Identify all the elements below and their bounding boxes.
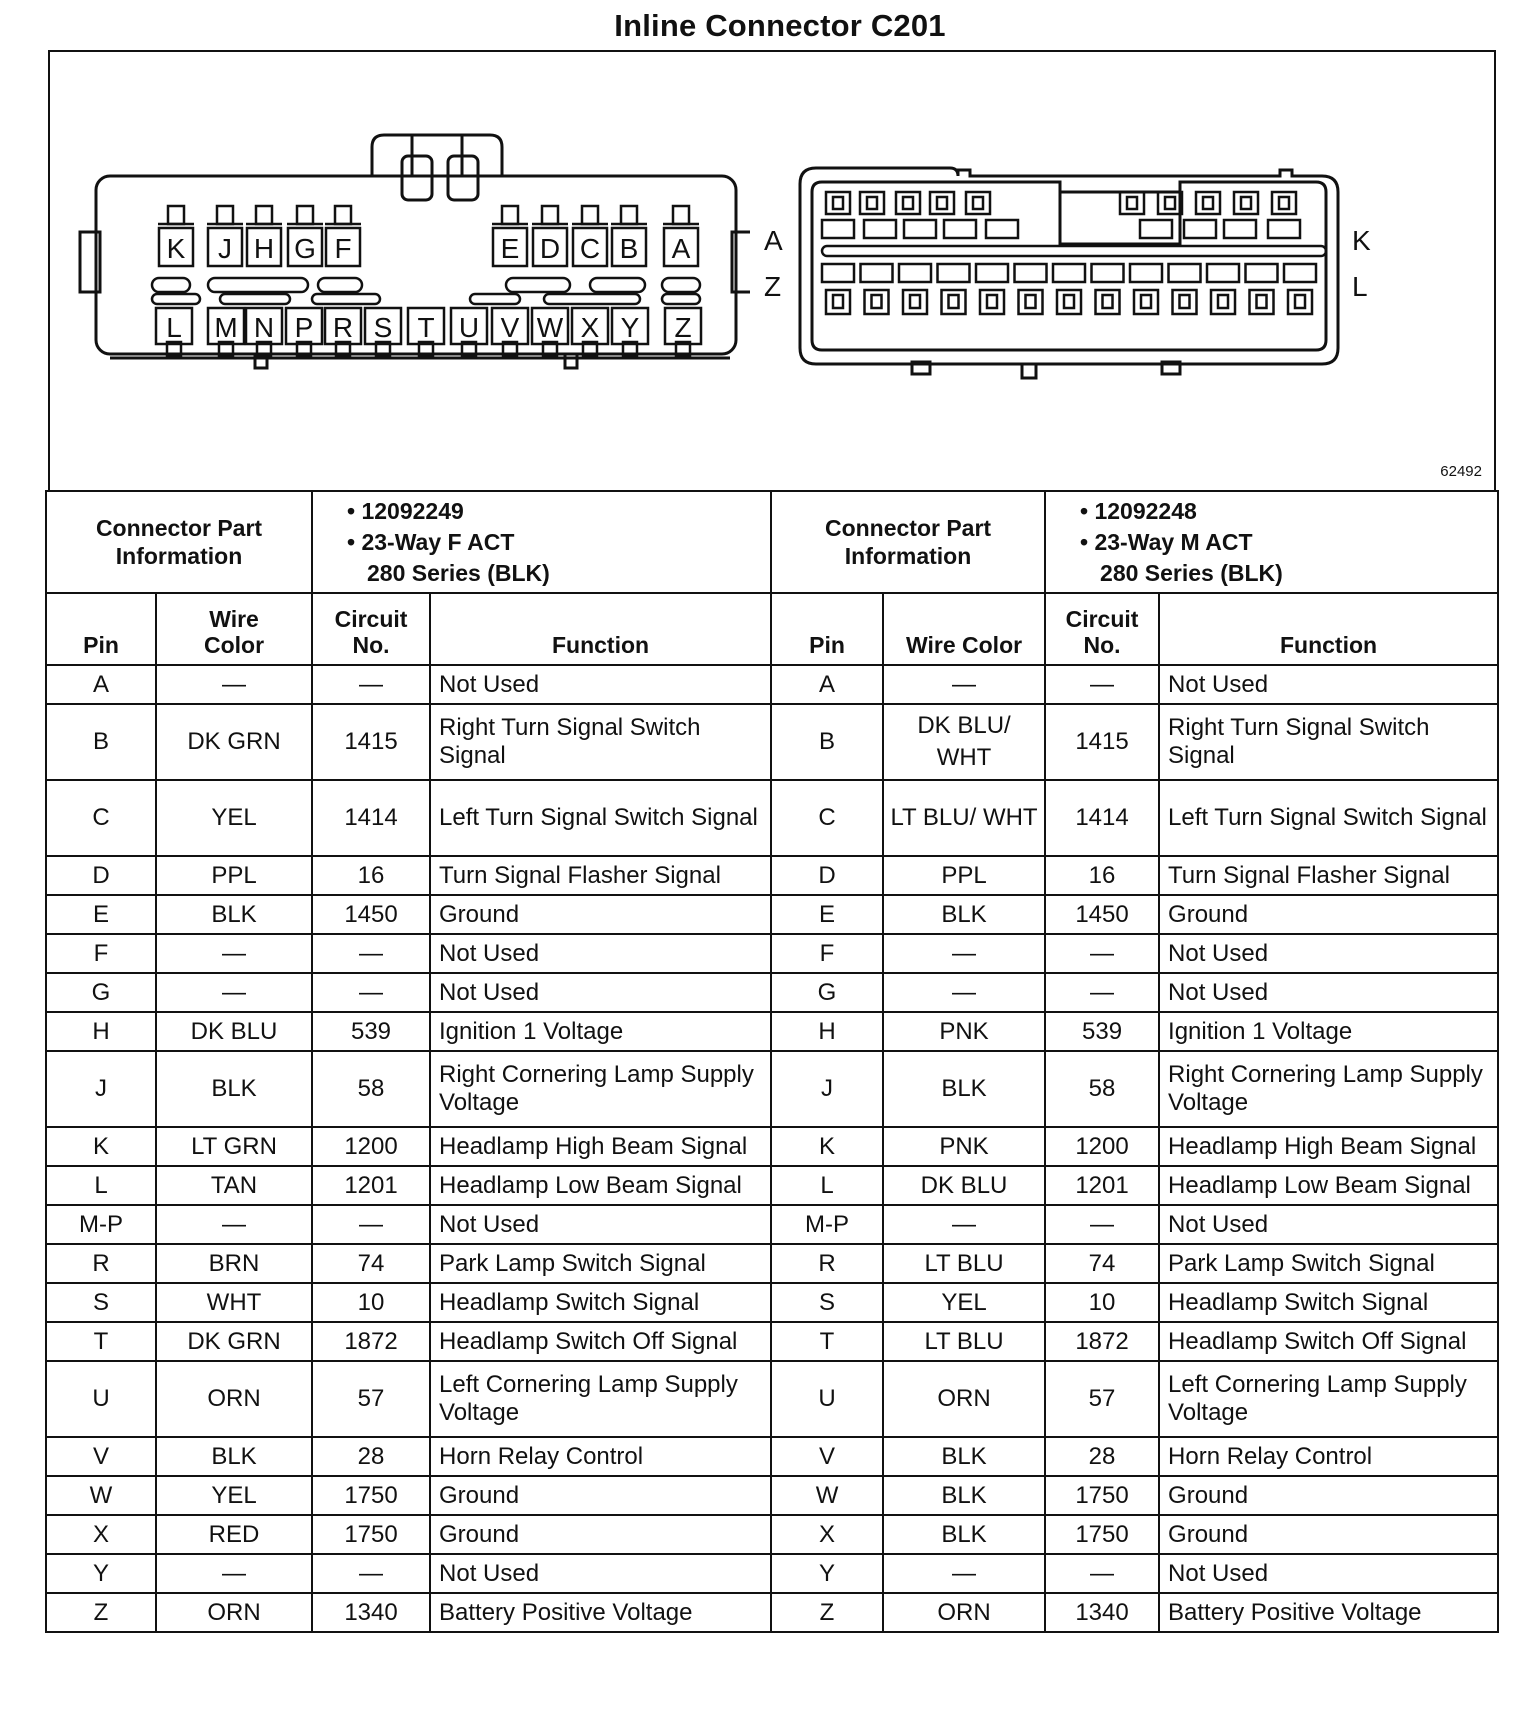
header-function-f: Function bbox=[430, 593, 771, 665]
female-circuit-number-cell: 1340 bbox=[312, 1593, 430, 1632]
page-title: Inline Connector C201 bbox=[614, 8, 946, 43]
male-pin-cavity bbox=[1096, 290, 1120, 314]
female-circuit-number-cell: 1450 bbox=[312, 895, 430, 934]
male-circuit-number-cell: 16 bbox=[1045, 856, 1159, 895]
male-wire-color-cell: BLK bbox=[883, 1051, 1045, 1127]
male-pin-cell: W bbox=[771, 1476, 883, 1515]
table-row bbox=[46, 1593, 1498, 1632]
male-pin-cavity bbox=[1120, 192, 1144, 214]
female-function-cell: Ground bbox=[430, 1476, 771, 1515]
female-circuit-number-cell: 1750 bbox=[312, 1515, 430, 1554]
female-function-cell: Turn Signal Flasher Signal bbox=[430, 856, 771, 895]
male-function-cell: Not Used bbox=[1159, 665, 1498, 704]
male-circuit-number-cell: 57 bbox=[1045, 1361, 1159, 1437]
male-pin-cavity bbox=[1250, 290, 1274, 314]
female-function-cell: Not Used bbox=[430, 973, 771, 1012]
female-pin-cell: M-P bbox=[46, 1205, 156, 1244]
male-left-label-bottom: Z bbox=[764, 271, 782, 302]
table-row bbox=[46, 934, 1498, 973]
male-pin-cell: G bbox=[771, 973, 883, 1012]
female-pin-label: P bbox=[294, 312, 314, 343]
female-circuit-number-cell: 1200 bbox=[312, 1127, 430, 1166]
male-wire-color-cell: — bbox=[883, 973, 1045, 1012]
male-function-cell: Right Turn Signal Switch Signal bbox=[1159, 704, 1498, 780]
female-function-cell: Headlamp Low Beam Signal bbox=[430, 1166, 771, 1205]
figure-id: 62492 bbox=[1440, 463, 1482, 480]
female-function-cell: Left Turn Signal Switch Signal bbox=[430, 780, 771, 856]
male-function-cell: Battery Positive Voltage bbox=[1159, 1593, 1498, 1632]
male-pin-cavity bbox=[942, 290, 966, 314]
female-function-cell: Battery Positive Voltage bbox=[430, 1593, 771, 1632]
female-pin-label: R bbox=[332, 312, 354, 343]
female-wire-color-cell: DK BLU bbox=[156, 1012, 312, 1051]
female-pin-cell: U bbox=[46, 1361, 156, 1437]
male-pin-cell: Y bbox=[771, 1554, 883, 1593]
male-pin-cell: A bbox=[771, 665, 883, 704]
female-circuit-number-cell: 539 bbox=[312, 1012, 430, 1051]
male-pin-cell: R bbox=[771, 1244, 883, 1283]
male-wire-color-cell: — bbox=[883, 934, 1045, 973]
female-wire-color-cell: PPL bbox=[156, 856, 312, 895]
male-pin-cavity bbox=[1288, 290, 1312, 314]
male-circuit-number-cell: — bbox=[1045, 973, 1159, 1012]
male-function-cell: Ground bbox=[1159, 895, 1498, 934]
male-right-label-bottom: L bbox=[1352, 271, 1368, 302]
female-circuit-number-cell: 1201 bbox=[312, 1166, 430, 1205]
male-circuit-number-cell: 1750 bbox=[1045, 1476, 1159, 1515]
female-wire-color-cell: RED bbox=[156, 1515, 312, 1554]
male-circuit-number-cell: — bbox=[1045, 1554, 1159, 1593]
female-circuit-number-cell: — bbox=[312, 1205, 430, 1244]
female-circuit-number-cell: 1414 bbox=[312, 780, 430, 856]
male-circuit-number-cell: 74 bbox=[1045, 1244, 1159, 1283]
female-circuit-number-cell: — bbox=[312, 934, 430, 973]
female-pin-label: S bbox=[373, 312, 393, 343]
part-info-m: • 12092248 • 23-Way M ACT 280 Series (BLK) bbox=[1045, 491, 1498, 593]
table-row bbox=[46, 1283, 1498, 1322]
female-wire-color-cell: TAN bbox=[156, 1166, 312, 1205]
male-circuit-number-cell: 1414 bbox=[1045, 780, 1159, 856]
female-function-cell: Horn Relay Control bbox=[430, 1437, 771, 1476]
male-pin-cell: J bbox=[771, 1051, 883, 1127]
male-pin-cavity bbox=[1057, 290, 1081, 314]
male-circuit-number-cell: — bbox=[1045, 934, 1159, 973]
male-function-cell: Not Used bbox=[1159, 934, 1498, 973]
female-pin-label: K bbox=[166, 233, 186, 264]
female-wire-color-cell: LT GRN bbox=[156, 1127, 312, 1166]
table-row bbox=[46, 1322, 1498, 1361]
female-circuit-number-cell: 28 bbox=[312, 1437, 430, 1476]
male-wire-color-cell: LT BLU bbox=[883, 1244, 1045, 1283]
table-row bbox=[46, 1205, 1498, 1244]
male-right-label-top: K bbox=[1352, 225, 1371, 256]
female-pin-cell: J bbox=[46, 1051, 156, 1127]
male-circuit-number-cell: 1872 bbox=[1045, 1322, 1159, 1361]
male-function-cell: Ground bbox=[1159, 1515, 1498, 1554]
female-pin-label: F bbox=[334, 233, 352, 264]
male-circuit-number-cell: 1340 bbox=[1045, 1593, 1159, 1632]
male-pin-cell: E bbox=[771, 895, 883, 934]
male-connector-face-view bbox=[760, 52, 1460, 382]
male-circuit-number-cell: 1200 bbox=[1045, 1127, 1159, 1166]
header-wire-color-m: Wire Color bbox=[883, 593, 1045, 665]
female-wire-color-cell: BLK bbox=[156, 1051, 312, 1127]
female-pin-cell: K bbox=[46, 1127, 156, 1166]
male-pin-cavity bbox=[826, 290, 850, 314]
female-wire-color-cell: BLK bbox=[156, 1437, 312, 1476]
female-pin-label: Y bbox=[620, 312, 640, 343]
male-circuit-number-cell: 1415 bbox=[1045, 704, 1159, 780]
female-wire-color-cell: BLK bbox=[156, 895, 312, 934]
female-wire-color-cell: WHT bbox=[156, 1283, 312, 1322]
male-pin-cavity bbox=[1173, 290, 1197, 314]
male-wire-color-cell: PNK bbox=[883, 1012, 1045, 1051]
pinout-table bbox=[45, 490, 1499, 1633]
female-wire-color-cell: YEL bbox=[156, 1476, 312, 1515]
female-pin-label: E bbox=[500, 233, 520, 264]
table-row bbox=[46, 665, 1498, 704]
female-pin-label: U bbox=[458, 312, 480, 343]
female-pin-cell: T bbox=[46, 1322, 156, 1361]
male-wire-color-cell: DK BLU bbox=[883, 1166, 1045, 1205]
female-function-cell: Ground bbox=[430, 1515, 771, 1554]
header-pin-f: Pin bbox=[46, 593, 156, 665]
table-row bbox=[46, 1437, 1498, 1476]
female-function-cell: Headlamp High Beam Signal bbox=[430, 1127, 771, 1166]
female-function-cell: Left Cornering Lamp Supply Voltage bbox=[430, 1361, 771, 1437]
part-info-label-m: Connector Part Information bbox=[771, 491, 1045, 593]
male-circuit-number-cell: — bbox=[1045, 665, 1159, 704]
female-pin-label: G bbox=[294, 233, 316, 264]
female-wire-color-cell: DK GRN bbox=[156, 1322, 312, 1361]
male-circuit-number-cell: 1201 bbox=[1045, 1166, 1159, 1205]
male-function-cell: Park Lamp Switch Signal bbox=[1159, 1244, 1498, 1283]
male-circuit-number-cell: 58 bbox=[1045, 1051, 1159, 1127]
male-pin-cavity bbox=[865, 290, 889, 314]
female-pin-cell: R bbox=[46, 1244, 156, 1283]
female-wire-color-cell: — bbox=[156, 934, 312, 973]
table-row bbox=[46, 1554, 1498, 1593]
female-pin-label: W bbox=[536, 312, 564, 343]
male-pin-cell: U bbox=[771, 1361, 883, 1437]
female-pin-label: X bbox=[580, 312, 600, 343]
male-pin-cell: D bbox=[771, 856, 883, 895]
female-pin-cell: L bbox=[46, 1166, 156, 1205]
female-pin-label: D bbox=[539, 233, 561, 264]
table-row bbox=[46, 1166, 1498, 1205]
male-function-cell: Not Used bbox=[1159, 1554, 1498, 1593]
male-pin-cavity bbox=[1019, 290, 1043, 314]
female-pin-label: H bbox=[253, 233, 275, 264]
male-pin-cavity bbox=[1211, 290, 1235, 314]
table-row bbox=[46, 780, 1498, 856]
female-wire-color-cell: — bbox=[156, 665, 312, 704]
female-circuit-number-cell: — bbox=[312, 665, 430, 704]
male-pin-cavity bbox=[903, 290, 927, 314]
female-pin-label: A bbox=[671, 233, 691, 264]
female-wire-color-cell: ORN bbox=[156, 1361, 312, 1437]
male-function-cell: Left Turn Signal Switch Signal bbox=[1159, 780, 1498, 856]
female-pin-label: V bbox=[500, 312, 520, 343]
female-pin-cell: E bbox=[46, 895, 156, 934]
female-pin-cell: A bbox=[46, 665, 156, 704]
male-wire-color-cell: PNK bbox=[883, 1127, 1045, 1166]
male-pin-cell: B bbox=[771, 704, 883, 780]
female-circuit-number-cell: 58 bbox=[312, 1051, 430, 1127]
male-function-cell: Headlamp Low Beam Signal bbox=[1159, 1166, 1498, 1205]
male-circuit-number-cell: 1450 bbox=[1045, 895, 1159, 934]
table-row bbox=[46, 973, 1498, 1012]
male-pin-cell: C bbox=[771, 780, 883, 856]
female-pin-label: Z bbox=[674, 312, 692, 343]
male-wire-color-cell: BLK bbox=[883, 895, 1045, 934]
female-wire-color-cell: — bbox=[156, 1205, 312, 1244]
male-wire-color-cell: ORN bbox=[883, 1361, 1045, 1437]
male-circuit-number-cell: 1750 bbox=[1045, 1515, 1159, 1554]
table-row bbox=[46, 1012, 1498, 1051]
male-wire-color-cell: BLK bbox=[883, 1476, 1045, 1515]
table-row bbox=[46, 704, 1498, 780]
male-wire-color-cell: LT BLU/ WHT bbox=[883, 780, 1045, 856]
female-function-cell: Park Lamp Switch Signal bbox=[430, 1244, 771, 1283]
male-circuit-number-cell: 10 bbox=[1045, 1283, 1159, 1322]
female-wire-color-cell: ORN bbox=[156, 1593, 312, 1632]
table-row bbox=[46, 1515, 1498, 1554]
male-pin-cavity bbox=[1234, 192, 1258, 214]
male-function-cell: Headlamp Switch Signal bbox=[1159, 1283, 1498, 1322]
female-pin-label: C bbox=[579, 233, 601, 264]
female-function-cell: Headlamp Switch Off Signal bbox=[430, 1322, 771, 1361]
female-pin-cell: D bbox=[46, 856, 156, 895]
female-function-cell: Not Used bbox=[430, 1205, 771, 1244]
male-pin-cell: M-P bbox=[771, 1205, 883, 1244]
male-wire-color-cell: — bbox=[883, 665, 1045, 704]
female-pin-cell: Z bbox=[46, 1593, 156, 1632]
male-function-cell: Ground bbox=[1159, 1476, 1498, 1515]
male-function-cell: Headlamp High Beam Signal bbox=[1159, 1127, 1498, 1166]
female-pin-cell: G bbox=[46, 973, 156, 1012]
female-connector-face-view bbox=[50, 52, 750, 382]
male-wire-color-cell: — bbox=[883, 1554, 1045, 1593]
header-pin-m: Pin bbox=[771, 593, 883, 665]
female-function-cell: Not Used bbox=[430, 1554, 771, 1593]
female-function-cell: Not Used bbox=[430, 665, 771, 704]
female-circuit-number-cell: 57 bbox=[312, 1361, 430, 1437]
male-wire-color-cell: YEL bbox=[883, 1283, 1045, 1322]
male-pin-cell: V bbox=[771, 1437, 883, 1476]
female-pin-cell: F bbox=[46, 934, 156, 973]
male-pin-cavity bbox=[980, 290, 1004, 314]
female-circuit-number-cell: 1872 bbox=[312, 1322, 430, 1361]
female-circuit-number-cell: — bbox=[312, 973, 430, 1012]
female-pin-label: B bbox=[619, 233, 639, 264]
male-wire-color-cell: ORN bbox=[883, 1593, 1045, 1632]
table-row bbox=[46, 1127, 1498, 1166]
male-circuit-number-cell: 539 bbox=[1045, 1012, 1159, 1051]
male-function-cell: Right Cornering Lamp Supply Voltage bbox=[1159, 1051, 1498, 1127]
female-pin-cell: H bbox=[46, 1012, 156, 1051]
male-function-cell: Turn Signal Flasher Signal bbox=[1159, 856, 1498, 895]
male-pin-cavity bbox=[860, 192, 884, 214]
female-pin-cell: B bbox=[46, 704, 156, 780]
female-wire-color-cell: — bbox=[156, 973, 312, 1012]
female-pin-label: N bbox=[253, 312, 275, 343]
male-pin-cavity bbox=[966, 192, 990, 214]
male-pin-cell: K bbox=[771, 1127, 883, 1166]
part-info-f: • 12092249 • 23-Way F ACT 280 Series (BLK) bbox=[312, 491, 771, 593]
male-function-cell: Headlamp Switch Off Signal bbox=[1159, 1322, 1498, 1361]
male-pin-cell: X bbox=[771, 1515, 883, 1554]
male-pin-cell: S bbox=[771, 1283, 883, 1322]
female-pin-cell: V bbox=[46, 1437, 156, 1476]
table-row bbox=[46, 1051, 1498, 1127]
connector-diagram-frame bbox=[48, 50, 1496, 490]
male-pin-cell: Z bbox=[771, 1593, 883, 1632]
male-pin-cell: H bbox=[771, 1012, 883, 1051]
female-circuit-number-cell: — bbox=[312, 1554, 430, 1593]
male-function-cell: Left Cornering Lamp Supply Voltage bbox=[1159, 1361, 1498, 1437]
female-circuit-number-cell: 10 bbox=[312, 1283, 430, 1322]
male-circuit-number-cell: 28 bbox=[1045, 1437, 1159, 1476]
male-pin-cavity bbox=[1196, 192, 1220, 214]
male-circuit-number-cell: — bbox=[1045, 1205, 1159, 1244]
male-function-cell: Not Used bbox=[1159, 1205, 1498, 1244]
part-info-row bbox=[46, 491, 1498, 593]
female-circuit-number-cell: 16 bbox=[312, 856, 430, 895]
male-pin-cell: L bbox=[771, 1166, 883, 1205]
male-wire-color-cell: BLK bbox=[883, 1437, 1045, 1476]
male-wire-color-cell: DK BLU/ WHT bbox=[883, 704, 1045, 780]
male-pin-cell: T bbox=[771, 1322, 883, 1361]
male-pin-cavity bbox=[1134, 290, 1158, 314]
male-pin-cavity bbox=[930, 192, 954, 214]
header-circuit-m: Circuit No. bbox=[1045, 593, 1159, 665]
table-row bbox=[46, 856, 1498, 895]
male-pin-cavity bbox=[1158, 192, 1182, 214]
part-info-label-f: Connector Part Information bbox=[46, 491, 312, 593]
female-function-cell: Ignition 1 Voltage bbox=[430, 1012, 771, 1051]
column-header-row bbox=[46, 593, 1498, 665]
table-row bbox=[46, 1361, 1498, 1437]
female-pin-label: T bbox=[417, 312, 435, 343]
male-wire-color-cell: — bbox=[883, 1205, 1045, 1244]
female-circuit-number-cell: 1415 bbox=[312, 704, 430, 780]
male-wire-color-cell: PPL bbox=[883, 856, 1045, 895]
female-function-cell: Right Cornering Lamp Supply Voltage bbox=[430, 1051, 771, 1127]
header-circuit-f: Circuit No. bbox=[312, 593, 430, 665]
female-pin-cell: S bbox=[46, 1283, 156, 1322]
male-function-cell: Horn Relay Control bbox=[1159, 1437, 1498, 1476]
female-function-cell: Not Used bbox=[430, 934, 771, 973]
female-pin-cell: W bbox=[46, 1476, 156, 1515]
female-pin-label: L bbox=[166, 312, 182, 343]
male-function-cell: Not Used bbox=[1159, 973, 1498, 1012]
male-left-label-top: A bbox=[764, 225, 783, 256]
male-wire-color-cell: LT BLU bbox=[883, 1322, 1045, 1361]
female-wire-color-cell: YEL bbox=[156, 780, 312, 856]
female-function-cell: Right Turn Signal Switch Signal bbox=[430, 704, 771, 780]
table-row bbox=[46, 1476, 1498, 1515]
female-pin-label: M bbox=[214, 312, 238, 343]
female-wire-color-cell: BRN bbox=[156, 1244, 312, 1283]
female-wire-color-cell: DK GRN bbox=[156, 704, 312, 780]
table-row bbox=[46, 1244, 1498, 1283]
female-wire-color-cell: — bbox=[156, 1554, 312, 1593]
male-function-cell: Ignition 1 Voltage bbox=[1159, 1012, 1498, 1051]
female-circuit-number-cell: 1750 bbox=[312, 1476, 430, 1515]
table-row bbox=[46, 895, 1498, 934]
male-pin-cell: F bbox=[771, 934, 883, 973]
male-wire-color-cell: BLK bbox=[883, 1515, 1045, 1554]
male-pin-cavity bbox=[826, 192, 850, 214]
header-wire-color-f: Wire Color bbox=[156, 593, 312, 665]
male-pin-cavity bbox=[1272, 192, 1296, 214]
female-pin-cell: X bbox=[46, 1515, 156, 1554]
female-pin-label: J bbox=[218, 233, 232, 264]
female-circuit-number-cell: 74 bbox=[312, 1244, 430, 1283]
female-function-cell: Headlamp Switch Signal bbox=[430, 1283, 771, 1322]
female-pin-cell: C bbox=[46, 780, 156, 856]
male-pin-cavity bbox=[896, 192, 920, 214]
female-function-cell: Ground bbox=[430, 895, 771, 934]
female-pin-cell: Y bbox=[46, 1554, 156, 1593]
header-function-m: Function bbox=[1159, 593, 1498, 665]
